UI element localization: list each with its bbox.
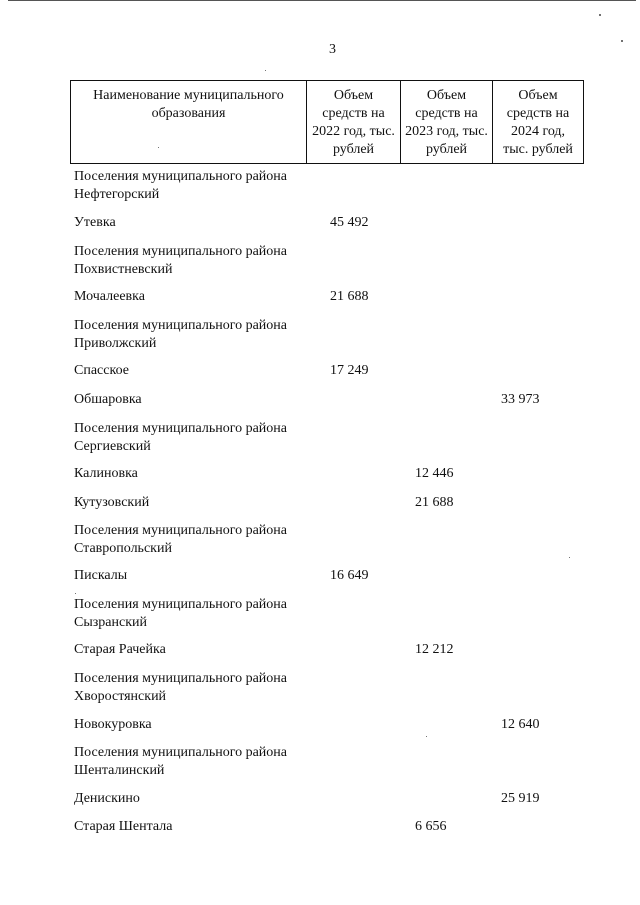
scan-speck xyxy=(599,14,601,16)
municipality-name: Пискалы xyxy=(74,568,128,583)
value-2024: 25 919 xyxy=(501,791,540,806)
municipality-name: Денискино xyxy=(74,791,140,806)
page-number: 3 xyxy=(329,42,336,57)
value-2022: 17 249 xyxy=(330,363,369,378)
municipality-name: Обшаровка xyxy=(74,392,142,407)
municipality-name: Поселения муниципального района Шенталинский xyxy=(74,745,288,778)
header-volume-2024: Объем средств на 2024 год, тыс. рублей xyxy=(493,81,584,164)
municipality-name: Поселения муниципального района Приволжский xyxy=(74,318,288,351)
value-2022: 16 649 xyxy=(330,568,369,583)
header-municipality-name: Наименование муниципального образования xyxy=(71,81,307,164)
value-2023: 12 446 xyxy=(415,466,454,481)
header-volume-2022: Объем средств на 2022 год, тыс. рублей xyxy=(307,81,401,164)
table-header xyxy=(70,80,584,164)
value-2022: 45 492 xyxy=(330,215,369,230)
municipality-name: Утевка xyxy=(74,215,116,230)
scan-speck xyxy=(569,557,570,558)
municipality-name: Калиновка xyxy=(74,466,138,481)
municipality-name: Поселения муниципального района Сергиевский xyxy=(74,421,288,454)
municipality-name: Поселения муниципального района Нефтегорский xyxy=(74,169,288,202)
scan-speck xyxy=(621,40,623,42)
municipality-name: Старая Шентала xyxy=(74,819,173,834)
municipality-name: Мочалеевка xyxy=(74,289,145,304)
value-2023: 12 212 xyxy=(415,642,454,657)
municipality-name: Поселения муниципального района Ставропольский xyxy=(74,523,288,556)
municipality-name: Поселения муниципального района Похвистневский xyxy=(74,244,288,277)
value-2024: 33 973 xyxy=(501,392,540,407)
scan-top-edge xyxy=(8,0,636,1)
value-2023: 21 688 xyxy=(415,495,454,510)
value-2023: 6 656 xyxy=(415,819,447,834)
scan-speck xyxy=(426,736,427,737)
scan-speck xyxy=(265,70,266,71)
municipality-name: Старая Рачейка xyxy=(74,642,166,657)
municipality-name: Спасское xyxy=(74,363,129,378)
scan-speck xyxy=(75,593,76,594)
header-volume-2023: Объем средств на 2023 год, тыс. рублей xyxy=(401,81,493,164)
municipality-name: Поселения муниципального района Сызранский xyxy=(74,597,288,630)
municipality-name: Поселения муниципального района Хворостянский xyxy=(74,671,288,704)
value-2024: 12 640 xyxy=(501,717,540,732)
value-2022: 21 688 xyxy=(330,289,369,304)
municipality-name: Новокуровка xyxy=(74,717,152,732)
municipality-name: Кутузовский xyxy=(74,495,150,510)
